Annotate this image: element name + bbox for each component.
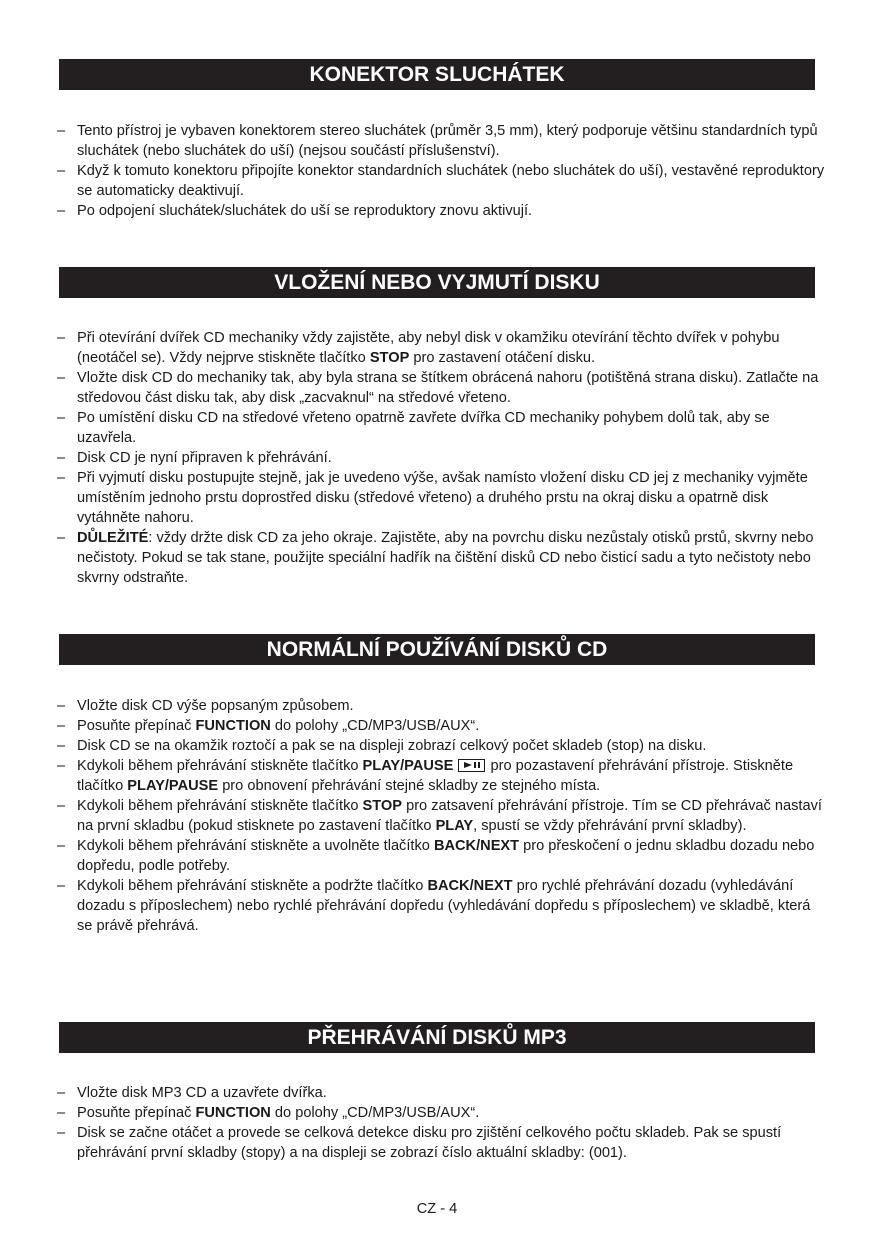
list-item: – Tento přístroj je vybaven konektorem stereo sluchátek (průměr 3,5 mm), který podporuje většinu standardních typů sluchátek (nebo sluchátek do uší) (nejsou součástí příslušenství).: [57, 123, 818, 159]
section-list-mp3-playback: [57, 1083, 827, 1163]
list-item: – Po umístění disku CD na středové vřeteno opatrně zavřete dvířka CD mechaniky pohybem dolů tak, aby se uzavřela.: [57, 410, 770, 446]
list-item: – Kdykoli během přehrávání stiskněte a podržte tlačítko BACK/NEXT pro rychlé přehrávání dozadu (vyhledávání dozadu s příposlechem) nebo rychlé přehrávání dopředu (vyhledávání dopředu s příposlechem) ve skladbě, která se právě přehrává.: [57, 878, 811, 934]
list-item: – Disk se začne otáčet a provede se celková detekce disku pro zjištění celkového počtu skladeb. Pak se spustí přehrávání první skladby (stopy) a na displeji se zobrazí číslo aktuální skladby: (001).: [57, 1125, 782, 1161]
list-item: – Při otevírání dvířek CD mechaniky vždy zajistěte, aby nebyl disk v okamžiku otevírání těchto dvířek v pohybu (neotáčel se). Vždy nejprve stiskněte tlačítko STOP pro zastavení otáčení disku.: [57, 330, 780, 366]
list-item: – Vložte disk MP3 CD a uzavřete dvířka.: [57, 1085, 327, 1101]
list-item: – Kdykoli během přehrávání stiskněte a uvolněte tlačítko BACK/NEXT pro přeskočení o jednu skladbu dozadu nebo dopředu, podle potřeby.: [57, 838, 815, 874]
play-pause-icon: [458, 759, 485, 772]
list-item: – Vložte disk CD výše popsaným způsobem.: [57, 698, 354, 714]
list-item: – Při vyjmutí disku postupujte stejně, jak je uvedeno výše, avšak namísto vložení disku CD jej z mechaniky vyjměte umístěním jednoho prstu doprostřed disku (středové vřeteno) a druhého prstu na okraj disku a opatrně disk vytáhněte nahoru.: [57, 470, 808, 526]
section-title-mp3-playback: PŘEHRÁVÁNÍ DISKŮ MP3: [59, 1022, 815, 1053]
section-title-headphones: KONEKTOR SLUCHÁTEK: [59, 59, 815, 90]
list-item: – Disk CD se na okamžik roztočí a pak se na displeji zobrazí celkový počet skladeb (stop) na disku.: [57, 738, 707, 754]
list-item: – DŮLEŽITÉ: vždy držte disk CD za jeho okraje. Zajistěte, aby na povrchu disku nezůstaly otisků prstů, skvrny nebo nečistoty. Pokud se tak stane, použijte speciální hadřík na čištění disků CD nebo čisticí sadu a tyto nečistoty nebo skvrny odstraňte.: [57, 530, 814, 586]
list-item: – Disk CD je nyní připraven k přehrávání.: [57, 450, 332, 466]
section-title-cd-normal-use: NORMÁLNÍ POUŽÍVÁNÍ DISKŮ CD: [59, 634, 815, 665]
list-item: – Když k tomuto konektoru připojíte konektor standardních sluchátek (nebo sluchátek do uší), vestavěné reproduktory se automaticky deaktivují.: [57, 163, 825, 199]
section-title-disc-insert: VLOŽENÍ NEBO VYJMUTÍ DISKU: [59, 267, 815, 298]
list-item: – Po odpojení sluchátek/sluchátek do uší se reproduktory znovu aktivují.: [57, 203, 533, 219]
section-list-headphones: [57, 121, 827, 221]
list-item: – Posuňte přepínač FUNCTION do polohy „CD/MP3/USB/AUX“.: [57, 1105, 480, 1121]
section-list-disc-insert: [57, 328, 827, 588]
section-list-cd-normal-use: [57, 696, 827, 936]
list-item: – Posuňte přepínač FUNCTION do polohy „CD/MP3/USB/AUX“.: [57, 718, 480, 734]
list-item: – Kdykoli během přehrávání stiskněte tlačítko PLAY/PAUSE pro pozastavení přehrávání přístroje. Stiskněte tlačítko PLAY/PAUSE pro obnovení přehrávání stejné skladby ze stejného místa.: [57, 758, 794, 794]
list-item: – Vložte disk CD do mechaniky tak, aby byla strana se štítkem obrácená nahoru (potištěná strana disku). Zatlačte na středovou část disku tak, aby disk „zacvaknul“ na středové vřeteno.: [57, 370, 819, 406]
list-item: – Kdykoli během přehrávání stiskněte tlačítko STOP pro zatsavení přehrávání přístroje. Tím se CD přehrávač nastaví na první skladbu (pokud stisknete po zastavení tlačítko PLAY, spustí se vždy přehrávání první skladby).: [57, 798, 822, 834]
page-number: CZ - 4: [416, 1201, 458, 1217]
